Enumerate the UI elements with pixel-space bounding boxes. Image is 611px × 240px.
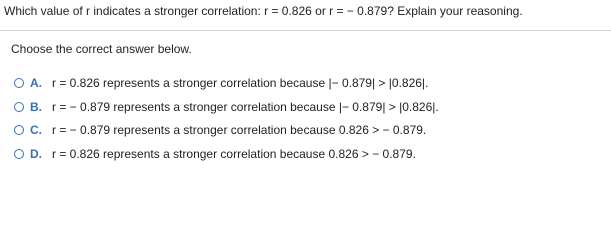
- radio-button-d-icon[interactable]: [14, 149, 24, 159]
- answer-option-d[interactable]: [14, 145, 416, 163]
- radio-button-c-icon[interactable]: [14, 125, 24, 135]
- instruction-text: Choose the correct answer below.: [11, 42, 192, 56]
- option-text-d: r = 0.826 represents a stronger correlation because 0.826 > − 0.879.: [52, 147, 416, 161]
- option-letter-d: D.: [30, 147, 42, 161]
- option-text-b: r = − 0.879 represents a stronger correlation because |− 0.879| > |0.826|.: [52, 100, 439, 114]
- answer-option-a[interactable]: [14, 74, 428, 92]
- option-letter-c: C.: [30, 123, 42, 137]
- option-text-c: r = − 0.879 represents a stronger correlation because 0.826 > − 0.879.: [52, 123, 427, 137]
- radio-button-a-icon[interactable]: [14, 78, 24, 88]
- option-letter-b: B.: [30, 100, 42, 114]
- radio-button-b-icon[interactable]: [14, 102, 24, 112]
- divider: [0, 30, 611, 31]
- answer-option-b[interactable]: [14, 98, 439, 116]
- answer-option-c[interactable]: [14, 121, 426, 139]
- option-text-a: r = 0.826 represents a stronger correlation because |− 0.879| > |0.826|.: [52, 76, 429, 90]
- question-text: Which value of r indicates a stronger correlation: r = 0.826 or r = − 0.879? Explain your reasoning.: [4, 4, 523, 18]
- option-letter-a: A.: [30, 76, 42, 90]
